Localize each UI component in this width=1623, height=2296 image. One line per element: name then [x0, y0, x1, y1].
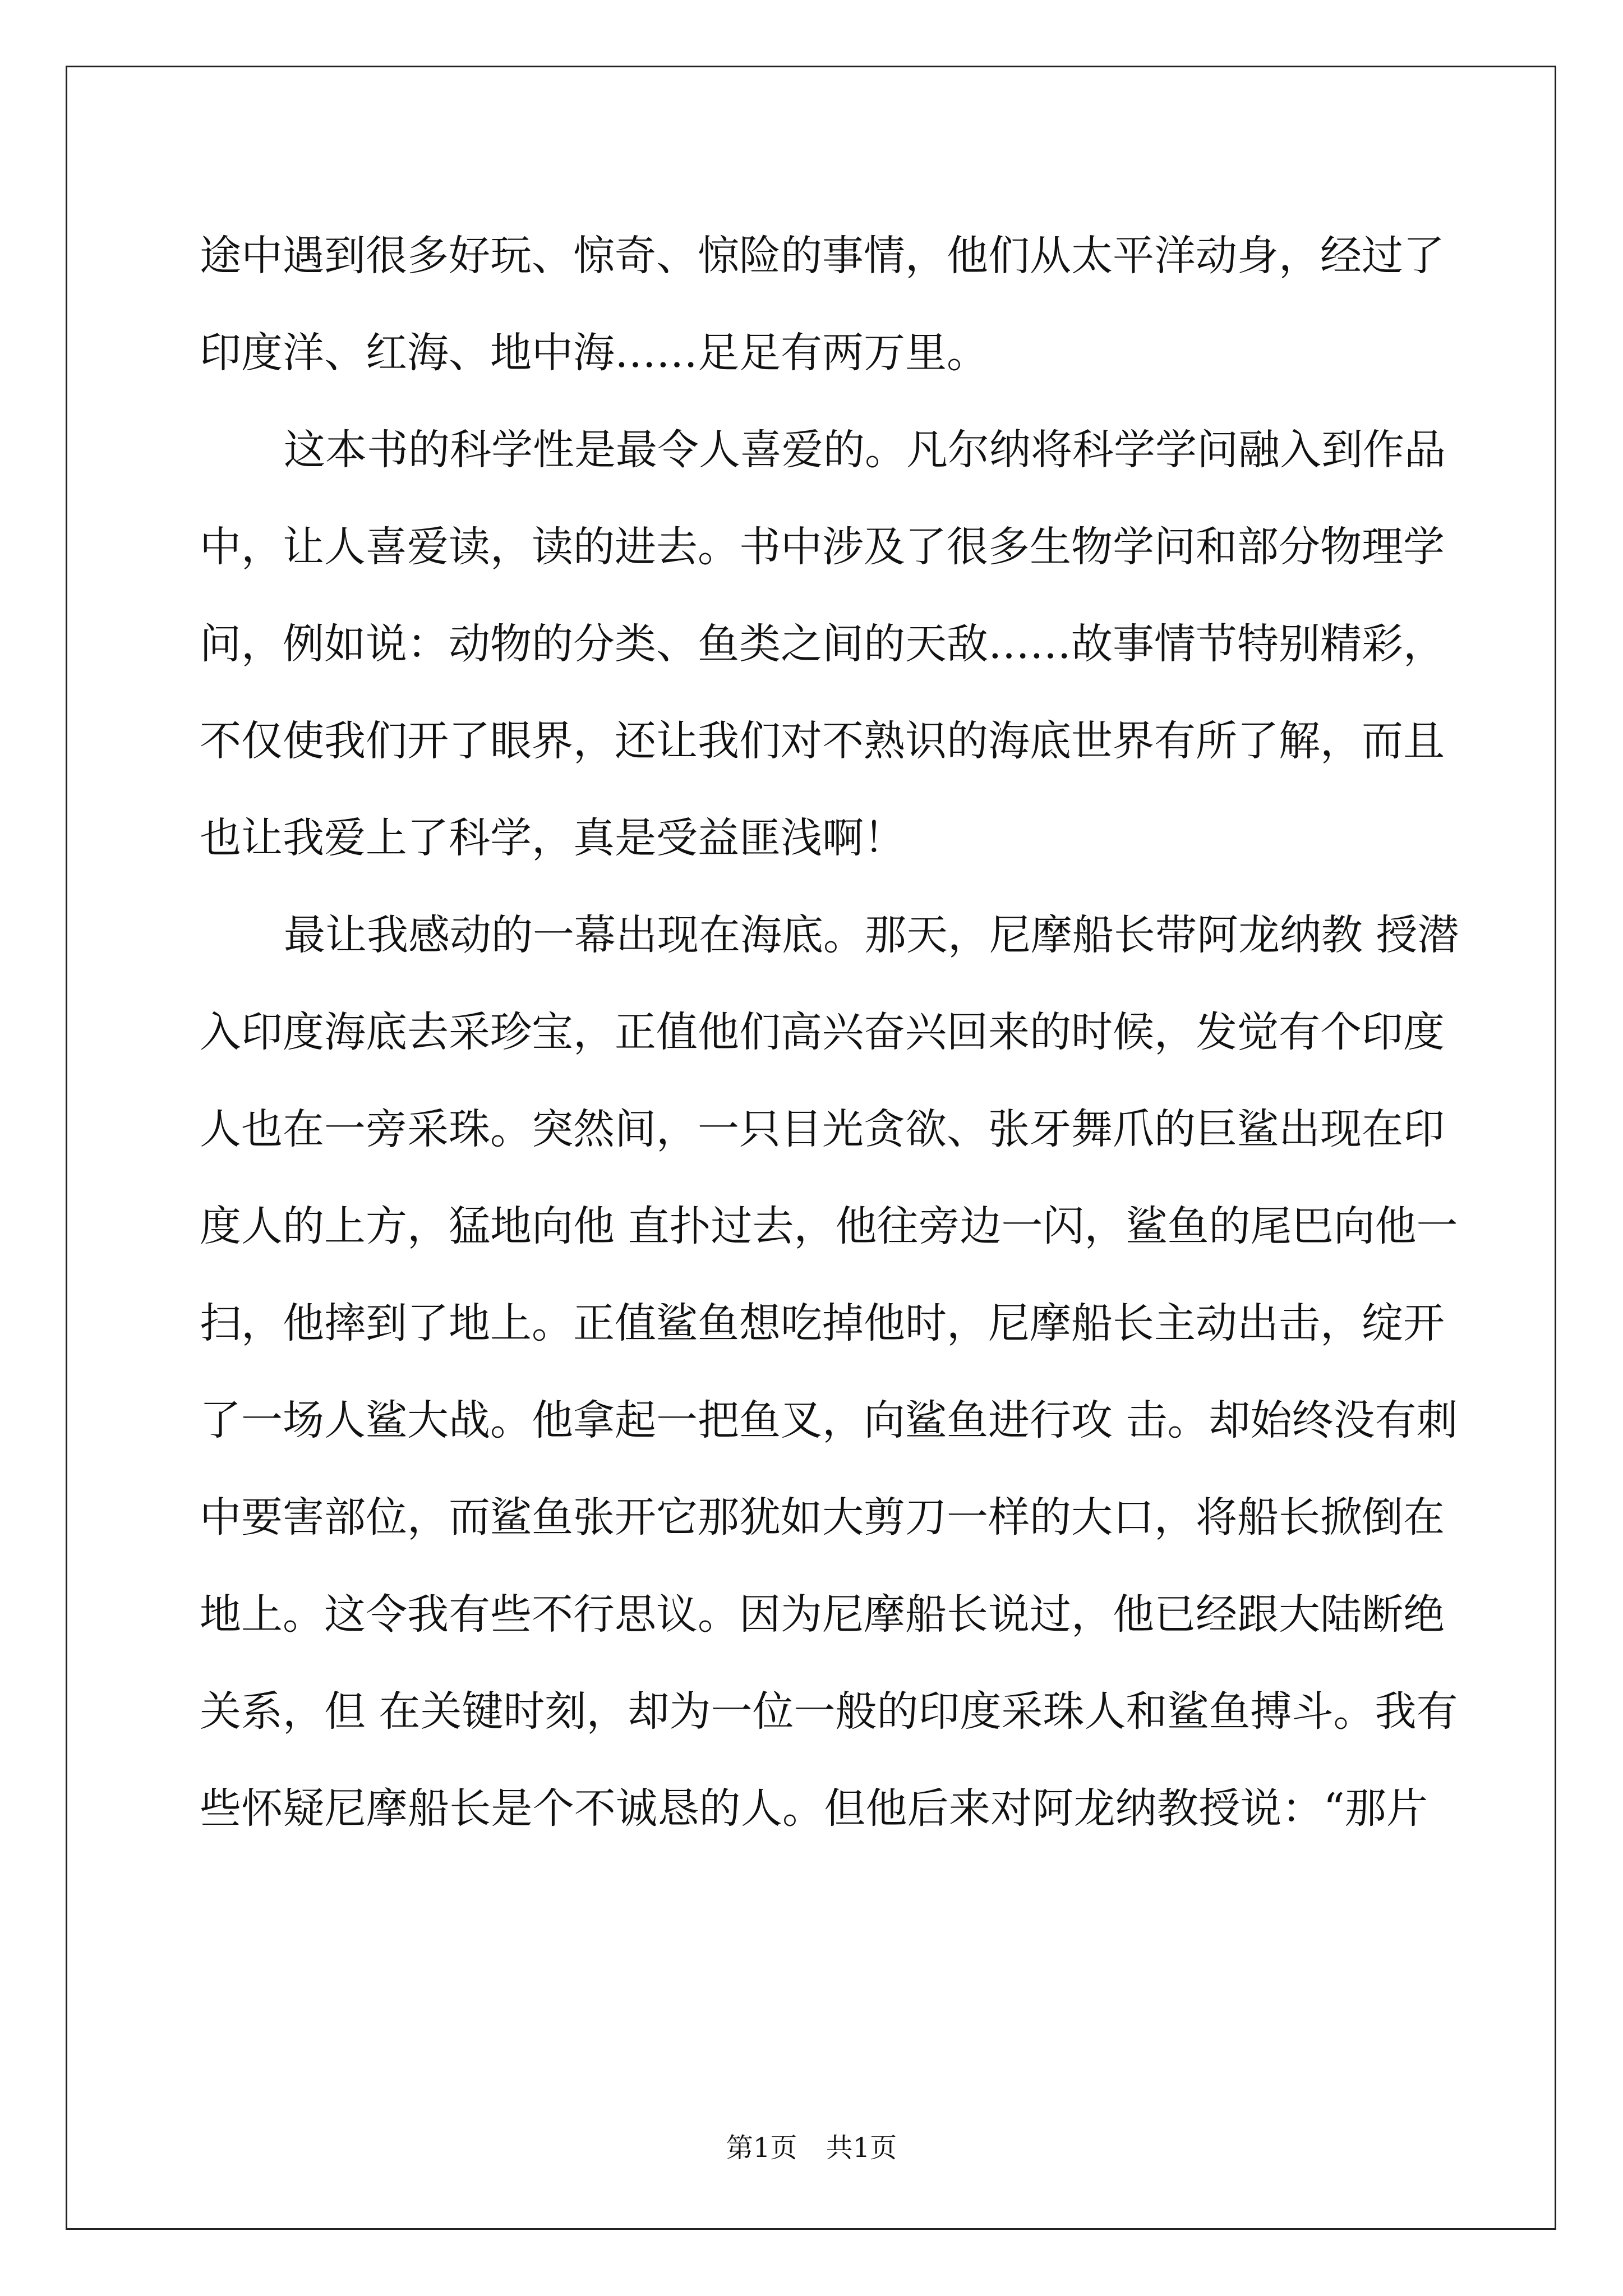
text-line: 不仅使我们开了眼界，还让我们对不熟识的海底世界有所了解，而且 — [200, 717, 1445, 765]
text-line: 中，让人喜爱读，读的进去。书中涉及了很多生物学问和部分物理学 — [200, 523, 1445, 571]
text-line: 关系，但 在关键时刻，却为一位一般的印度采珠人和鲨鱼搏斗。我有 — [200, 1687, 1458, 1736]
text-line: 问，例如说：动物的分类、鱼类之间的天敌……故事情节特别精彩， — [200, 620, 1445, 668]
text-line: 地上。这令我有些不行思议。因为尼摩船长说过，他已经跟大陆断绝 — [200, 1590, 1445, 1639]
document-body — [200, 208, 1459, 1857]
page-number-total: 共1页 — [826, 2132, 897, 2164]
text-line: 也让我爱上了科学，真是受益匪浅啊！ — [200, 814, 905, 862]
page-footer — [0, 2126, 1623, 2165]
text-line: 这本书的科学性是最令人喜爱的。凡尔纳将科学学问融入到作品 — [284, 426, 1446, 474]
text-line: 印度洋、红海、地中海……足足有两万里。 — [200, 329, 988, 377]
text-line: 途中遇到很多好玩、惊奇、惊险的事情，他们从太平洋动身，经过了 — [200, 232, 1445, 280]
text-line: 入印度海底去采珍宝，正值他们高兴奋兴回来的时候，发觉有个印度 — [200, 1008, 1445, 1056]
text-line: 些怀疑尼摩船长是个不诚恳的人。但他后来对阿龙纳教授说：“那片 — [200, 1784, 1428, 1833]
text-line: 中要害部位，而鲨鱼张开它那犹如大剪刀一样的大口，将船长掀倒在 — [200, 1493, 1445, 1542]
text-line: 了一场人鲨大战。他拿起一把鱼叉，向鲨鱼进行攻 击。却始终没有刺 — [200, 1396, 1458, 1444]
text-line: 人也在一旁采珠。突然间，一只目光贪欲、张牙舞爪的巨鲨出现在印 — [200, 1105, 1445, 1153]
text-line: 扫，他摔到了地上。正值鲨鱼想吃掉他时，尼摩船长主动出击，绽开 — [200, 1299, 1445, 1347]
text-line: 度人的上方，猛地向他 直扑过去，他往旁边一闪，鲨鱼的尾巴向他一 — [200, 1202, 1458, 1250]
text-line: 最让我感动的一幕出现在海底。那天，尼摩船长带阿龙纳教 授潜 — [284, 911, 1459, 959]
page-number-current: 第1页 — [726, 2132, 797, 2164]
